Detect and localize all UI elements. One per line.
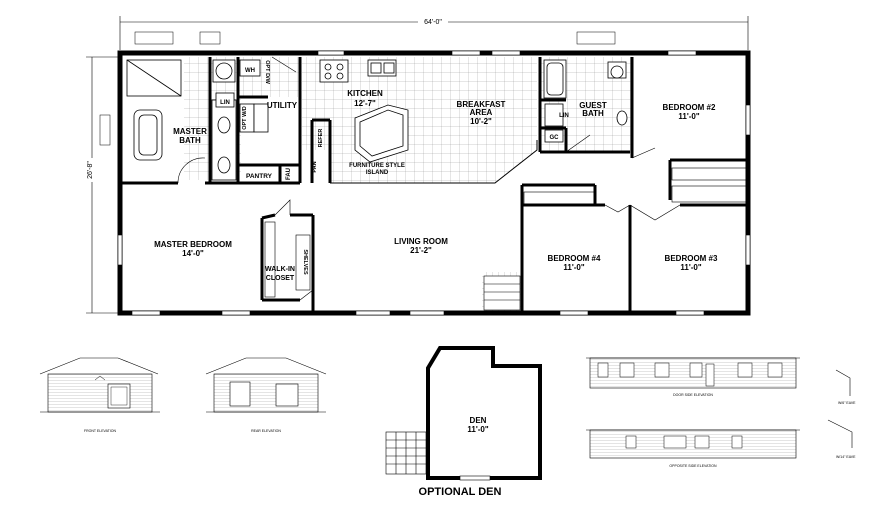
rear-elevation-caption: REAR ELEVATION	[251, 429, 281, 433]
front-elevation	[40, 358, 160, 433]
kitchen-size: 12'-7"	[354, 99, 376, 108]
pan-label: PAN	[312, 161, 318, 173]
eave-details	[828, 370, 856, 459]
entry-steps	[484, 276, 520, 310]
living-room-size: 21'-2"	[410, 246, 432, 255]
overall-depth-dimension	[84, 57, 118, 313]
master-bedroom-label: MASTER BEDROOM	[154, 240, 232, 249]
bedroom4-label: BEDROOM #4	[547, 254, 601, 263]
island-label-2: ISLAND	[365, 170, 389, 176]
bedroom2-size: 11'-0"	[678, 112, 700, 121]
refer-label: REFER	[318, 128, 324, 148]
walkin-label-2: CLOSET	[265, 275, 295, 282]
breakfast-size: 10'-2"	[470, 117, 492, 126]
guest-bath-label: GUEST	[579, 101, 607, 110]
overall-width-label: 64'-0"	[424, 19, 442, 26]
master-bath-label: MASTER	[173, 127, 207, 136]
opt-wd-label: OPT W/D	[242, 106, 248, 130]
door-side-caption: DOOR SIDE ELEVATION	[673, 393, 713, 397]
master-bedroom-size: 14'-0"	[182, 249, 204, 258]
fau-label: FAU	[286, 168, 292, 180]
wh-label: WH	[245, 68, 255, 74]
living-room-label: LIVING ROOM	[394, 237, 448, 246]
walkin-label: WALK-IN	[265, 266, 295, 273]
lin-label: LIN	[220, 100, 230, 106]
shelves-label: SHELVES	[302, 249, 308, 275]
breakfast-label: BREAKFAST	[456, 100, 506, 109]
overall-depth-label: 26'-8"	[87, 161, 94, 179]
bedroom4-size: 11'-0"	[563, 263, 585, 272]
gc-label: GC	[549, 135, 559, 141]
bedroom2-label: BEDROOM #2	[662, 103, 716, 112]
opposite-side-elevation	[586, 430, 800, 468]
island-label: FURNITURE STYLE	[349, 163, 405, 169]
den-label: DEN	[469, 416, 487, 425]
breakfast-label-2: AREA	[469, 108, 493, 117]
overall-width-dimension	[120, 16, 748, 50]
kitchen-label: KITCHEN	[347, 89, 383, 98]
lin-label-2: LIN	[559, 113, 569, 119]
eave-14-caption: W/14" EAVE	[836, 455, 856, 459]
master-bath-label-2: BATH	[179, 136, 201, 145]
guest-bath-label-2: BATH	[582, 109, 604, 118]
utility-label: UTILITY	[266, 101, 298, 110]
bedroom3-label: BEDROOM #3	[664, 254, 718, 263]
bedroom3-size: 11'-0"	[680, 263, 702, 272]
opposite-side-caption: OPPOSITE SIDE ELEVATION	[669, 464, 717, 468]
door-side-elevation	[586, 358, 800, 397]
den-size: 11'-0"	[467, 425, 489, 434]
optional-den-plan	[386, 348, 540, 480]
optional-den-title: OPTIONAL DEN	[418, 486, 502, 498]
rear-elevation	[206, 358, 326, 433]
front-elevation-caption: FRONT ELEVATION	[83, 429, 117, 433]
opt-dw-label: OPT D/W	[264, 60, 270, 84]
pantry-label: PANTRY	[246, 173, 272, 180]
eave-6-caption: W/6" EAVE	[838, 401, 856, 405]
